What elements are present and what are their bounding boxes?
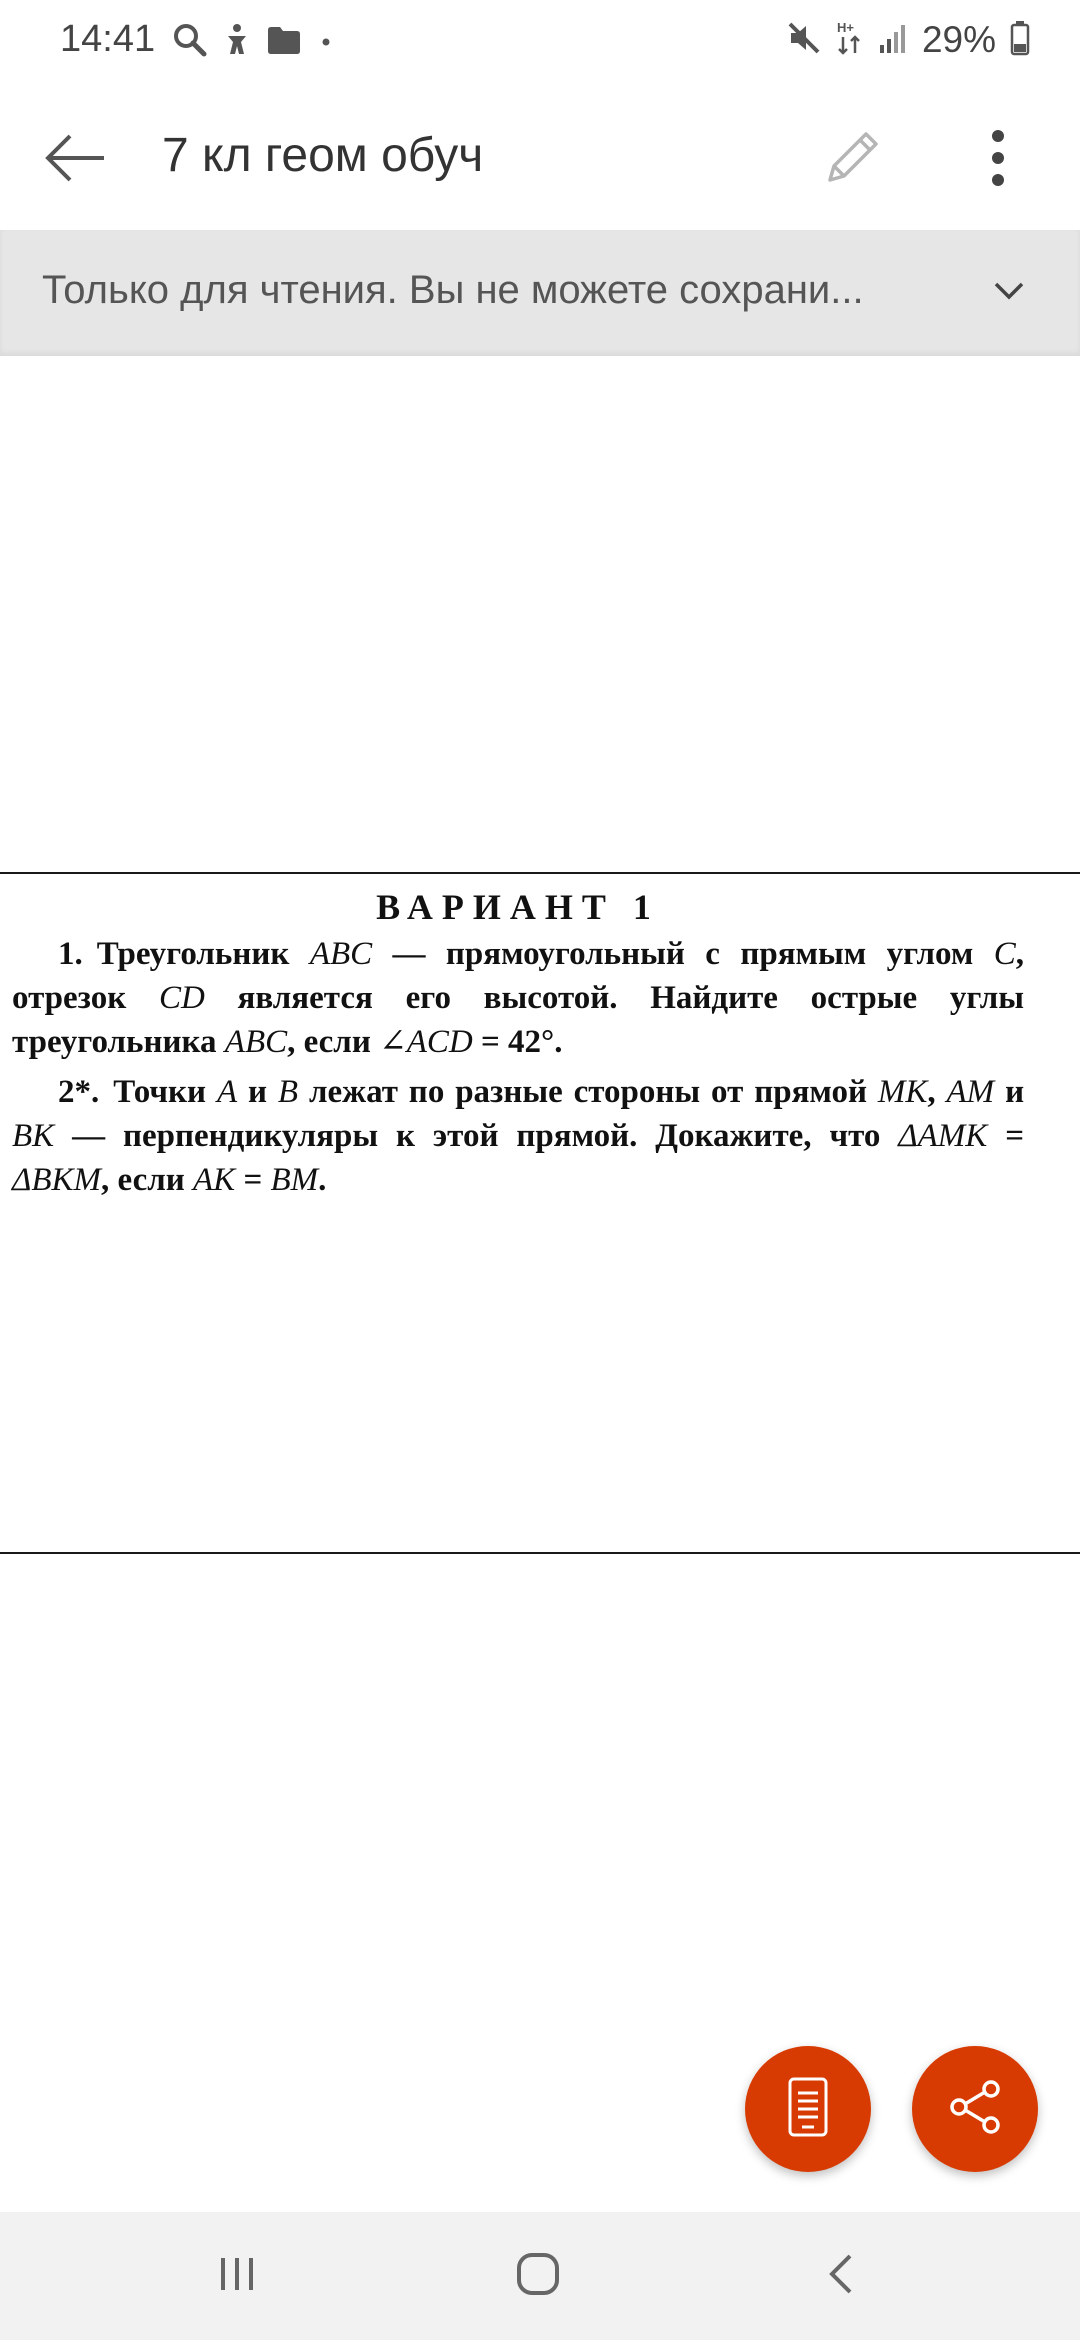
- task-2-text: Точки: [113, 1074, 207, 1110]
- task-1-text: является его высотой. Найдите острые углы треугольника: [12, 980, 1025, 1060]
- folder-icon: [266, 24, 302, 61]
- nav-back-icon: [826, 2252, 856, 2301]
- task-2-math: BM: [270, 1162, 319, 1198]
- task-2-math: MK: [877, 1074, 928, 1110]
- back-button[interactable]: [36, 120, 116, 200]
- task-2-text: ,: [927, 1074, 936, 1110]
- reading-mode-button[interactable]: [745, 2046, 871, 2172]
- task-2-text: и: [1005, 1074, 1025, 1110]
- task-1-math: ABC: [309, 936, 373, 972]
- task-1-math: ABC: [224, 1024, 288, 1060]
- more-vertical-icon: [990, 128, 1006, 193]
- task-2: [12, 1070, 1024, 1202]
- pencil-icon: [820, 126, 884, 195]
- page-bottom-border: [0, 1552, 1080, 1554]
- task-1-text: — прямоугольный с прямым углом: [392, 936, 974, 972]
- svg-text:H+: H+: [836, 19, 854, 35]
- task-1-math: C: [993, 936, 1016, 972]
- status-bar: [0, 0, 1080, 84]
- task-1-text: , если: [287, 1024, 371, 1060]
- nav-back-button[interactable]: [801, 2240, 881, 2312]
- network-hplus-icon: [836, 19, 864, 62]
- document-title: 7 кл геом обуч: [162, 129, 484, 182]
- more-options-button[interactable]: [958, 120, 1038, 200]
- home-icon: [514, 2250, 562, 2303]
- edit-button[interactable]: [812, 120, 892, 200]
- chevron-down-icon: [992, 280, 1026, 307]
- task-2-math: ΔAMK: [898, 1118, 988, 1154]
- banner-expand-button[interactable]: [976, 260, 1042, 326]
- status-icons-right: [786, 18, 1030, 62]
- task-2-number: 2*.: [58, 1074, 100, 1110]
- search-icon: [172, 22, 208, 63]
- task-1-number: 1.: [58, 936, 83, 972]
- share-button[interactable]: [912, 2046, 1038, 2172]
- task-2-math: A: [216, 1074, 238, 1110]
- task-2-text: .: [318, 1162, 327, 1198]
- home-button[interactable]: [498, 2240, 578, 2312]
- task-2-text: и: [248, 1074, 268, 1110]
- task-2-math: BK: [12, 1118, 55, 1154]
- task-2-text: =: [243, 1162, 263, 1198]
- task-2-math: ΔBKM: [12, 1162, 102, 1198]
- navigation-bar: [0, 2212, 1080, 2340]
- battery-icon: [1010, 20, 1030, 61]
- variant-title: ВАРИАНТ 1: [376, 887, 660, 927]
- task-1-text: Треугольник: [96, 936, 290, 972]
- document-page-content: [12, 886, 1024, 1202]
- status-time: 14:41: [60, 18, 156, 60]
- task-2-text: — перпендикуляры к этой прямой. Докажите, что: [72, 1118, 881, 1154]
- document-viewer[interactable]: [0, 356, 1080, 2212]
- dot-icon: [316, 30, 336, 55]
- share-icon: [945, 2077, 1005, 2142]
- mute-icon: [786, 20, 822, 61]
- recents-icon: [215, 2254, 259, 2299]
- task-2-math: AK: [193, 1162, 236, 1198]
- task-1-math: ∠ACD: [379, 1024, 473, 1060]
- page-top-border: [0, 872, 1080, 874]
- task-1-text: , отрезок: [12, 936, 1024, 1016]
- battery-percent: 29%: [921, 19, 996, 60]
- readonly-banner-text: Только для чтения. Вы не можете сохрани...: [42, 268, 864, 312]
- task-1-math: CD: [158, 980, 205, 1016]
- app-bar: [0, 84, 1080, 230]
- task-2-math: AM: [946, 1074, 995, 1110]
- accessibility-icon: [222, 22, 252, 63]
- signal-icon: [878, 21, 908, 60]
- status-icons-left: [172, 20, 336, 64]
- task-2-text: =: [1005, 1118, 1024, 1154]
- recents-button[interactable]: [197, 2240, 277, 2312]
- reading-mode-icon: [784, 2075, 832, 2144]
- readonly-banner[interactable]: [0, 230, 1080, 356]
- task-2-text: , если: [101, 1162, 185, 1198]
- task-2-text: лежат по разные стороны от прямой: [308, 1074, 867, 1110]
- back-arrow-icon: [44, 132, 108, 189]
- task-2-math: B: [277, 1074, 299, 1110]
- task-1: [12, 932, 1024, 1064]
- task-1-text: = 42°.: [481, 1024, 563, 1060]
